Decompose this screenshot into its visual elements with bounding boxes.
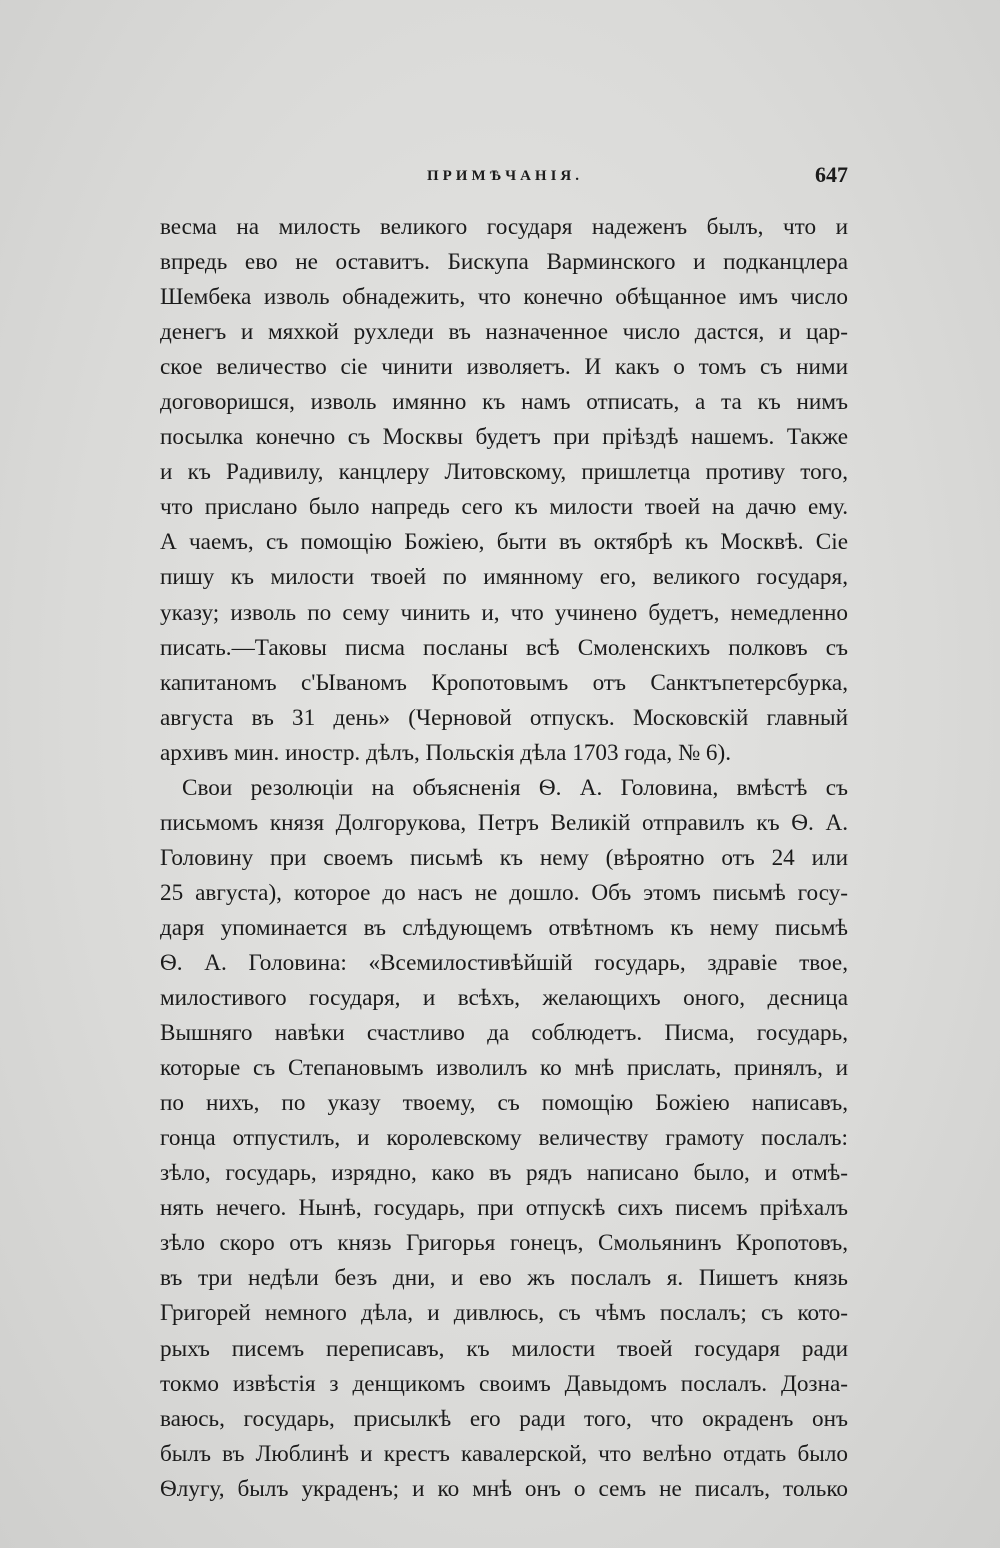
text-line: пишу къ милости твоей по имянному его, великого государя, [160, 564, 848, 591]
text-line: зѣло скоро отъ князь Григорья гонецъ, Смольянинъ Кропотовъ, [160, 1230, 848, 1257]
paragraph-first-line: Свои резолюціи на объясненія Ѳ. А. Головина, вмѣстѣ съ [182, 774, 848, 801]
text-line: что прислано было напредь сего къ милости твоей на дачю ему. [160, 494, 848, 521]
text-line: Ѳ. А. Головина: «Всемилостивѣйшій государь, здравіе твое, [160, 949, 848, 976]
text-line: по нихъ, по указу твоему, съ помощію Божіею написавъ, [160, 1090, 848, 1117]
text-line: договоришся, изволь имянно къ намъ отписать, а та къ нимъ [160, 389, 848, 416]
text-line: гонца отпустилъ, и королевскому величеству грамоту послалъ: [160, 1125, 848, 1152]
text-line: рыхъ писемъ переписавъ, къ милости твоей государя ради [160, 1335, 848, 1362]
text-line: которые съ Степановымъ изволилъ ко мнѣ прислать, принялъ, и [160, 1055, 848, 1082]
text-line: августа въ 31 день» (Черновой отпускъ. Московскій главный [160, 704, 848, 731]
text-line: былъ въ Люблинѣ и крестъ кавалерской, что велѣно отдать было [160, 1440, 848, 1467]
text-line: впредь ево не оставитъ. Бискупа Варминского и подканцлера [160, 249, 848, 276]
text-line: милостивого государя, и всѣхъ, желающихъ оного, десница [160, 985, 848, 1012]
text-line: 25 августа), которое до насъ не дошло. Объ этомъ письмѣ госу- [160, 879, 848, 906]
text-line: денегъ и мяхкой рухледи въ назначенное число дастся, и цар- [160, 319, 848, 346]
text-line: Шембека изволь обнадежить, что конечно обѣщанное имъ число [160, 284, 848, 311]
text-line: зѣло, государь, изрядно, како въ рядъ написано было, и отмѣ- [160, 1160, 848, 1187]
text-line: А чаемъ, съ помощію Божіею, быти въ октябрѣ къ Москвѣ. Сіе [160, 529, 848, 556]
text-line: письмомъ князя Долгорукова, Петръ Великій отправилъ къ Ѳ. А. [160, 809, 848, 836]
text-line: посылка конечно съ Москвы будетъ при пріѣздѣ нашемъ. Также [160, 424, 848, 451]
text-line: ское величество сіе чинити изволяетъ. И какъ о томъ съ ними [160, 354, 848, 381]
text-line: Григорей немного дѣла, и дивлюсь, съ чѣмъ послалъ; съ кото- [160, 1300, 848, 1327]
text-line: капитаномъ с'Ываномъ Кропотовымъ отъ Санктъпетерсбурка, [160, 669, 848, 696]
text-line: даря упоминается въ слѣдующемъ отвѣтномъ къ нему письмѣ [160, 914, 848, 941]
text-line: нять нечего. Нынѣ, государь, при отпускѣ сихъ писемъ пріѣхалъ [160, 1195, 848, 1222]
running-title: ПРИМѢЧАНІЯ. [426, 168, 584, 184]
body-text [160, 210, 848, 1507]
text-line: архивъ мин. иностр. дѣлъ, Польскія дѣла 1703 года, № 6). [160, 739, 731, 766]
text-line: весма на милость великого государя надеженъ былъ, что и [160, 214, 848, 240]
text-line: писать.—Таковы писма посланы всѣ Смоленскихъ полковъ съ [160, 634, 848, 661]
page-number: 647 [815, 162, 848, 187]
text-line: Головину при своемъ письмѣ къ нему (вѣроятно отъ 24 или [160, 844, 848, 871]
text-line: въ три недѣли безъ дни, и ево жъ послалъ я. Пишетъ князь [160, 1265, 848, 1292]
running-head [160, 162, 850, 192]
text-line: Вышняго навѣки счастливо да соблюдетъ. Писма, государь, [160, 1020, 848, 1047]
text-line: токмо извѣстія з денщикомъ своимъ Давыдомъ послалъ. Дозна- [160, 1370, 848, 1397]
text-line: ваюсь, государь, присылкѣ его ради того, что окраденъ онъ [160, 1405, 848, 1432]
text-line: Ѳлугу, былъ украденъ; и ко мнѣ онъ о семъ не писалъ, только [160, 1475, 848, 1502]
text-line: указу; изволь по сему чинить и, что учинено будетъ, немедленно [160, 599, 848, 626]
text-line: и къ Радивилу, канцлеру Литовскому, пришлетца противу того, [160, 459, 848, 486]
